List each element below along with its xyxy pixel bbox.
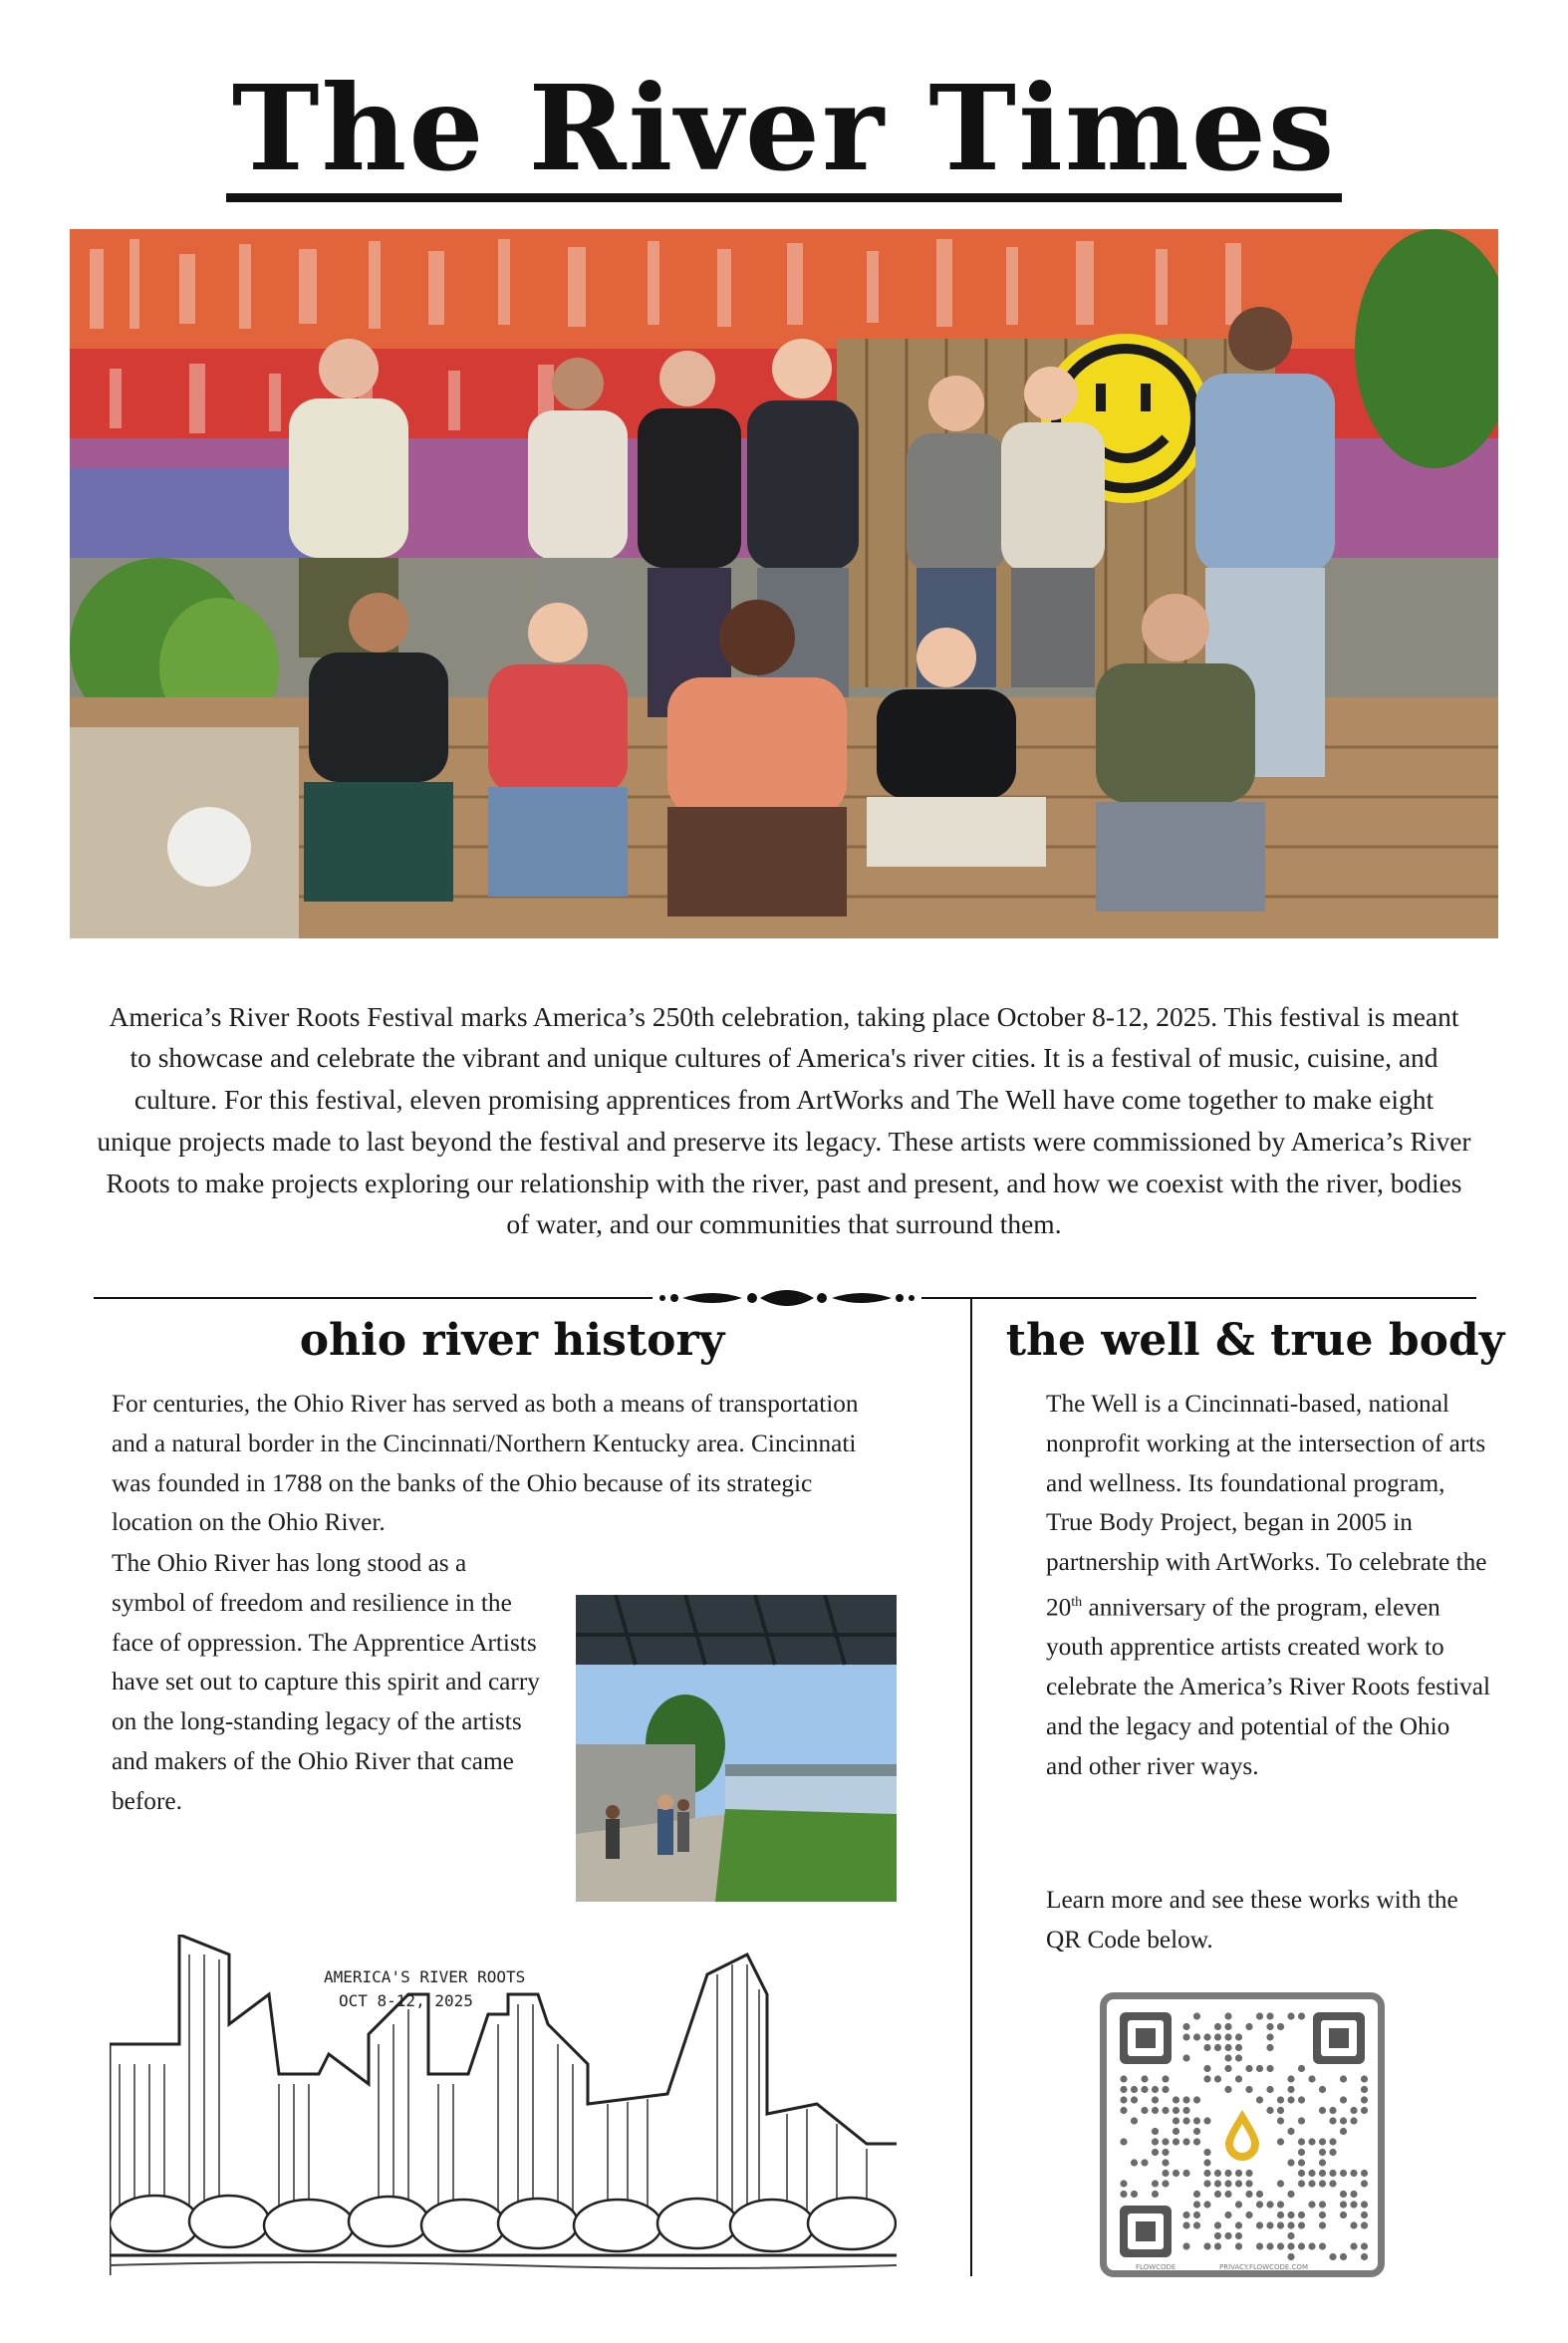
qr-module — [1287, 2212, 1294, 2218]
qr-module — [1350, 2201, 1357, 2208]
the-well-paragraph-part2: anniversary of the program, eleven youth apprentice artists created work to celebrate the America’s River Roots festival and the legacy and potential of the Ohio and other river ways. — [1046, 1593, 1491, 1780]
qr-module — [1120, 2096, 1127, 2103]
qr-module — [1173, 2096, 1179, 2103]
qr-module — [1224, 2212, 1231, 2218]
qr-module — [1308, 2138, 1315, 2145]
qr-module — [1162, 2075, 1169, 2082]
qr-module — [1277, 2212, 1284, 2218]
qr-module — [1224, 2023, 1231, 2030]
qr-module — [1193, 2117, 1200, 2124]
qr-module — [1277, 2107, 1284, 2114]
qr-module — [1298, 2170, 1305, 2177]
qr-call-to-action: Learn more and see these works with the QR Code below. — [1046, 1886, 1458, 1953]
qr-module — [1152, 2191, 1159, 2198]
qr-module — [1224, 2180, 1231, 2187]
qr-module — [1214, 2232, 1221, 2239]
qr-module — [1340, 2253, 1347, 2260]
sketch-caption-line2: OCT 8-12, 2025 — [339, 1991, 473, 2010]
qr-module — [1224, 2191, 1231, 2198]
qr-module — [1319, 2221, 1326, 2228]
newspaper-title: The River Times — [226, 70, 1343, 202]
qr-module — [1224, 2054, 1231, 2061]
qr-module — [1361, 2212, 1368, 2218]
ohio-river-history-paragraph-1: For centuries, the Ohio River has served as both a means of transportation and a natural border in the Cincinnati/Northern Kentucky area. Cincinnati was founded in 1788 on the banks of the Ohio because of its strategic location on the Ohio River. — [112, 1390, 859, 1537]
qr-module — [1287, 2253, 1294, 2260]
qr-module — [1235, 2242, 1242, 2249]
qr-module — [1131, 2117, 1138, 2124]
qr-module — [1173, 2107, 1179, 2114]
qr-module — [1235, 2201, 1242, 2208]
qr-module — [1193, 2033, 1200, 2040]
qr-module — [1319, 2138, 1326, 2145]
qr-module — [1120, 2107, 1127, 2114]
qr-module — [1287, 2242, 1294, 2249]
qr-module — [1329, 2107, 1336, 2114]
qr-module — [1308, 2075, 1315, 2082]
sketch-caption-line1: AMERICA'S RIVER ROOTS — [324, 1967, 526, 1986]
qr-module — [1308, 2180, 1315, 2187]
qr-module — [1308, 2242, 1315, 2249]
qr-module — [1287, 2232, 1294, 2239]
qr-module — [1298, 2065, 1305, 2072]
ordinal-suffix: th — [1071, 1594, 1083, 1610]
qr-module — [1131, 2086, 1138, 2093]
qr-module — [1277, 2221, 1284, 2228]
qr-module — [1173, 2128, 1179, 2135]
qr-module — [1235, 2075, 1242, 2082]
qr-module — [1235, 2170, 1242, 2177]
qr-module — [1203, 2117, 1210, 2124]
qr-module — [1120, 2086, 1127, 2093]
qr-module — [1214, 2170, 1221, 2177]
qr-module — [1245, 2180, 1252, 2187]
qr-module — [1277, 2242, 1284, 2249]
qr-module — [1245, 2023, 1252, 2030]
qr-module — [1152, 2180, 1159, 2187]
qr-module — [1298, 2212, 1305, 2218]
qr-module — [1361, 2170, 1368, 2177]
qr-module — [1256, 2242, 1263, 2249]
qr-module — [1214, 2075, 1221, 2082]
qr-module — [1350, 2170, 1357, 2177]
qr-module — [1173, 2117, 1179, 2124]
qr-module — [1256, 2221, 1263, 2228]
qr-module — [1277, 2023, 1284, 2030]
qr-module — [1361, 2253, 1368, 2260]
qr-module — [1203, 2149, 1210, 2156]
qr-module — [1203, 2033, 1210, 2040]
qr-module — [1182, 2033, 1189, 2040]
qr-module — [1182, 2242, 1189, 2249]
qr-module — [1152, 2138, 1159, 2145]
qr-module — [1319, 2242, 1326, 2249]
qr-module — [1266, 2033, 1273, 2040]
qr-module — [1203, 2075, 1210, 2082]
qr-module — [1214, 2023, 1221, 2030]
qr-module — [1224, 2065, 1231, 2072]
qr-module — [1277, 2138, 1284, 2145]
qr-module — [1203, 2170, 1210, 2177]
qr-module — [1308, 2201, 1315, 2208]
qr-footer-right: PRIVACY.FLOWCODE.COM — [1219, 2263, 1308, 2271]
qr-module — [1152, 2096, 1159, 2103]
qr-module — [1214, 2044, 1221, 2051]
qr-module — [1361, 2086, 1368, 2093]
qr-module — [1287, 2221, 1294, 2228]
qr-module — [1340, 2075, 1347, 2082]
qr-module — [1329, 2149, 1336, 2156]
qr-module — [1277, 2117, 1284, 2124]
qr-module — [1340, 2212, 1347, 2218]
ohio-river-history-heading: ohio river history — [299, 1315, 725, 1366]
qr-module — [1287, 2128, 1294, 2135]
qr-module — [1319, 2212, 1326, 2218]
cincinnati-skyline-sketch — [110, 1935, 897, 2275]
qr-module — [1329, 2180, 1336, 2187]
qr-module — [1361, 2075, 1368, 2082]
qr-module — [1214, 2242, 1221, 2249]
qr-module — [1298, 2117, 1305, 2124]
qr-module — [1235, 2180, 1242, 2187]
qr-module — [1162, 2138, 1169, 2145]
qr-module — [1182, 2054, 1189, 2061]
qr-code[interactable] — [1100, 1992, 1385, 2277]
qr-module — [1182, 2107, 1189, 2114]
qr-module — [1319, 2201, 1326, 2208]
qr-module — [1152, 2149, 1159, 2156]
qr-module — [1340, 2191, 1347, 2198]
qr-module — [1235, 2044, 1242, 2051]
qr-module — [1224, 2232, 1231, 2239]
qr-module — [1266, 2242, 1273, 2249]
qr-module — [1298, 2012, 1305, 2019]
qr-module — [1162, 2180, 1169, 2187]
qr-module — [1193, 2096, 1200, 2103]
qr-module — [1329, 2253, 1336, 2260]
qr-module — [1214, 2191, 1221, 2198]
qr-module — [1350, 2107, 1357, 2114]
qr-module — [1256, 2012, 1263, 2019]
qr-module — [1256, 2191, 1263, 2198]
qr-module — [1182, 2138, 1189, 2145]
qr-module — [1277, 2201, 1284, 2208]
qr-module — [1287, 2075, 1294, 2082]
qr-module — [1319, 2159, 1326, 2166]
qr-module — [1298, 2149, 1305, 2156]
qr-module — [1224, 2086, 1231, 2093]
qr-module — [1224, 2170, 1231, 2177]
qr-module — [1266, 2065, 1273, 2072]
qr-module — [1182, 2221, 1189, 2228]
qr-module — [1193, 2012, 1200, 2019]
qr-module — [1162, 2170, 1169, 2177]
the-well-paragraph-part1: The Well is a Cincinnati-based, national nonprofit working at the intersection of arts and wellness. Its foundational program, True Body Project, began in 2005 in partnership with ArtWorks. To celebrate the 20 — [1046, 1390, 1487, 1622]
qr-module — [1182, 2170, 1189, 2177]
qr-module — [1308, 2170, 1315, 2177]
vertical-divider — [970, 1299, 972, 2276]
qr-module — [1266, 2012, 1273, 2019]
qr-module — [1266, 2107, 1273, 2114]
qr-module — [1319, 2180, 1326, 2187]
qr-module — [1141, 2107, 1148, 2114]
qr-module — [1329, 2170, 1336, 2177]
qr-module — [1120, 2138, 1127, 2145]
qr-module — [1319, 2170, 1326, 2177]
qr-module — [1298, 2242, 1305, 2249]
qr-module — [1340, 2170, 1347, 2177]
qr-module — [1298, 2138, 1305, 2145]
hero-group-photo — [70, 229, 1498, 938]
qr-module — [1287, 2012, 1294, 2019]
qr-module — [1203, 2180, 1210, 2187]
qr-module — [1287, 2086, 1294, 2093]
qr-module — [1361, 2107, 1368, 2114]
qr-module — [1131, 2159, 1138, 2166]
qr-module — [1361, 2180, 1368, 2187]
qr-module — [1319, 2149, 1326, 2156]
ohio-river-history-paragraph-2: The Ohio River has long stood as a symbol of freedom and resilience in the face of oppression. The Apprentice Artists have set out to capture this spirit and carry on the long-standing legacy of the artists and makers of the Ohio River that came before. — [112, 1549, 540, 1815]
qr-module — [1319, 2107, 1326, 2114]
qr-module — [1152, 2086, 1159, 2093]
qr-module — [1182, 2212, 1189, 2218]
qr-module — [1131, 2191, 1138, 2198]
qr-module — [1298, 2180, 1305, 2187]
qr-module — [1245, 2065, 1252, 2072]
qr-module — [1298, 2096, 1305, 2103]
qr-module — [1152, 2107, 1159, 2114]
qr-module — [1245, 2191, 1252, 2198]
qr-module — [1298, 2221, 1305, 2228]
qr-module — [1287, 2191, 1294, 2198]
riverbank-walkway-photo — [576, 1595, 897, 1902]
qr-module — [1193, 2212, 1200, 2218]
qr-footer-left: FLOWCODE — [1136, 2263, 1176, 2271]
qr-module — [1256, 2096, 1263, 2103]
qr-module — [1224, 2012, 1231, 2019]
qr-module — [1266, 2023, 1273, 2030]
intro-paragraph: America’s River Roots Festival marks America’s 250th celebration, taking place October 8-12, 2025. This festival is meant to showcase and celebrate the vibrant and unique cultures of America's river cities. It is a festival of music, cuisine, and culture. For this festival, eleven promising apprentices from ArtWorks and The Well have come together to make eight unique projects made to last beyond the festival and preserve its legacy. These artists were commissioned by America’s River Roots to make projects exploring our relationship with the river, past and present, and how we coexist with the river, bodies of water, and our communities that surround them. — [97, 1000, 1471, 1240]
qr-module — [1350, 2191, 1357, 2198]
qr-module — [1287, 2096, 1294, 2103]
divider-ornament-icon — [653, 1284, 921, 1312]
qr-module — [1214, 2221, 1221, 2228]
qr-module — [1203, 2242, 1210, 2249]
the-well-paragraph — [1046, 1385, 1492, 1786]
qr-module — [1361, 2242, 1368, 2249]
qr-module — [1193, 2221, 1200, 2228]
qr-module — [1256, 2065, 1263, 2072]
qr-module — [1162, 2086, 1169, 2093]
qr-module — [1120, 2075, 1127, 2082]
qr-module — [1319, 2086, 1326, 2093]
qr-module — [1277, 2096, 1284, 2103]
qr-module — [1193, 2191, 1200, 2198]
qr-module — [1182, 2096, 1189, 2103]
qr-module — [1131, 2096, 1138, 2103]
qr-module — [1162, 2149, 1169, 2156]
qr-module — [1203, 2159, 1210, 2166]
qr-module — [1245, 2086, 1252, 2093]
qr-module — [1173, 2170, 1179, 2177]
qr-module — [1235, 2221, 1242, 2228]
qr-module — [1329, 2138, 1336, 2145]
qr-module — [1162, 2107, 1169, 2114]
qr-module — [1350, 2117, 1357, 2124]
qr-module — [1203, 2044, 1210, 2051]
qr-module — [1298, 2159, 1305, 2166]
qr-module — [1182, 2117, 1189, 2124]
qr-module — [1340, 2117, 1347, 2124]
qr-module — [1141, 2159, 1148, 2166]
qr-module — [1235, 2033, 1242, 2040]
qr-module — [1266, 2221, 1273, 2228]
qr-module — [1141, 2086, 1148, 2093]
qr-module — [1266, 2044, 1273, 2051]
qr-module — [1193, 2138, 1200, 2145]
qr-module — [1224, 2033, 1231, 2040]
qr-module — [1340, 2128, 1347, 2135]
qr-module — [1266, 2201, 1273, 2208]
qr-module — [1120, 2191, 1127, 2198]
qr-module — [1141, 2075, 1148, 2082]
qr-module — [1193, 2201, 1200, 2208]
qr-module — [1287, 2159, 1294, 2166]
the-well-heading: the well & true body — [1005, 1315, 1505, 1366]
qr-module — [1173, 2138, 1179, 2145]
qr-module — [1361, 2201, 1368, 2208]
qr-module — [1235, 2054, 1242, 2061]
qr-module — [1214, 2180, 1221, 2187]
qr-module — [1203, 2065, 1210, 2072]
qr-module — [1340, 2201, 1347, 2208]
qr-module — [1256, 2201, 1263, 2208]
qr-module — [1340, 2096, 1347, 2103]
qr-module — [1245, 2170, 1252, 2177]
qr-module — [1350, 2242, 1357, 2249]
qr-module — [1277, 2180, 1284, 2187]
qr-module — [1235, 2232, 1242, 2239]
qr-module — [1224, 2044, 1231, 2051]
qr-module — [1266, 2086, 1273, 2093]
masthead — [0, 59, 1568, 202]
qr-module — [1350, 2221, 1357, 2228]
qr-module — [1361, 2096, 1368, 2103]
qr-module — [1193, 2128, 1200, 2135]
qr-module — [1361, 2221, 1368, 2228]
qr-module — [1120, 2180, 1127, 2187]
qr-module — [1152, 2128, 1159, 2135]
qr-module — [1203, 2201, 1210, 2208]
qr-module — [1182, 2023, 1189, 2030]
qr-module — [1245, 2212, 1252, 2218]
qr-module — [1329, 2117, 1336, 2124]
qr-module — [1162, 2159, 1169, 2166]
qr-module — [1214, 2033, 1221, 2040]
